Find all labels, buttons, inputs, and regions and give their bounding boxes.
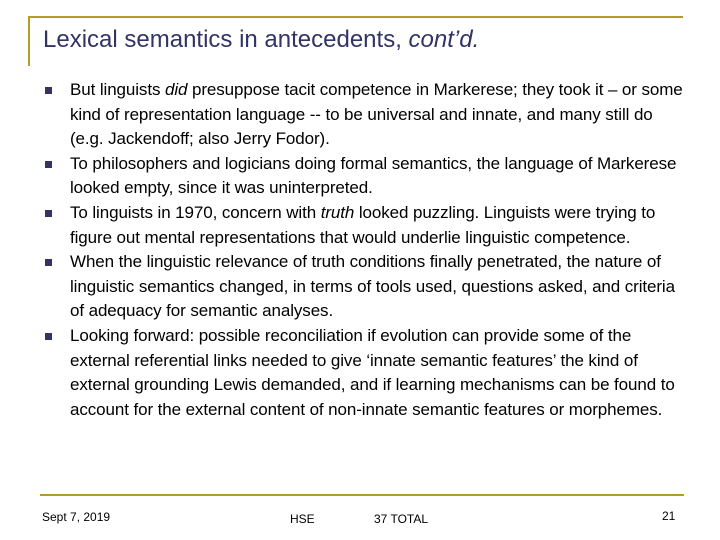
- slide-title-emphasis: cont’d.: [408, 26, 480, 53]
- footer-date: Sept 7, 2019: [42, 510, 111, 524]
- bullet-item: [45, 201, 685, 250]
- bullet-item: [45, 324, 685, 422]
- frame-left-rule: [28, 16, 30, 66]
- footer-rule: [40, 494, 684, 496]
- bullet-text: To linguists in 1970, concern with: [70, 202, 321, 222]
- bullet-emphasis: did: [164, 80, 188, 99]
- square-bullet-icon: [45, 87, 52, 94]
- bullet-emphasis: truth: [320, 202, 355, 222]
- square-bullet-icon: [45, 210, 52, 217]
- slide-title-main: Lexical semantics in antecedents,: [43, 26, 402, 53]
- bullet-item: [45, 250, 685, 324]
- bullet-item: [45, 152, 685, 201]
- bullet-list: [45, 78, 685, 422]
- bullet-text: Looking forward: possible reconciliation if evolution can provide some of the external referential links needed to give ‘innate semantic features’ the kind of external grounding Lewis demanded, and if learning mechanisms can be found to account for the external content of non-innate semantic features or morphemes.: [70, 325, 675, 419]
- bullet-item: [45, 78, 685, 152]
- bullet-text: When the linguistic relevance of truth conditions finally penetrated, the nature of linguistic semantics changed, in terms of tools used, questions asked, and criteria of adequacy for semantic analyses.: [70, 252, 675, 321]
- bullet-text: But linguists: [70, 80, 165, 99]
- square-bullet-icon: [45, 259, 52, 266]
- slide-title: [43, 26, 479, 54]
- bullet-text-cont: presuppose tacit competence in Markerese; they took it – or some kind of representation language -- to be universal and innate, and many still do (e.g. Jackendoff; also Jerry Fodor).: [70, 80, 683, 149]
- footer-total: 37 TOTAL: [374, 512, 429, 526]
- square-bullet-icon: [45, 161, 52, 168]
- square-bullet-icon: [45, 333, 52, 340]
- slide-number: 21: [662, 509, 676, 523]
- frame-top-rule: [28, 16, 683, 18]
- bullet-text-cont: looked puzzling. Linguists were trying to figure out mental representations that would underlie linguistic competence.: [70, 202, 656, 247]
- footer-center-text: HSE: [290, 512, 315, 526]
- bullet-text: To philosophers and logicians doing formal semantics, the language of Markerese looked empty, since it was uninterpreted.: [70, 153, 677, 198]
